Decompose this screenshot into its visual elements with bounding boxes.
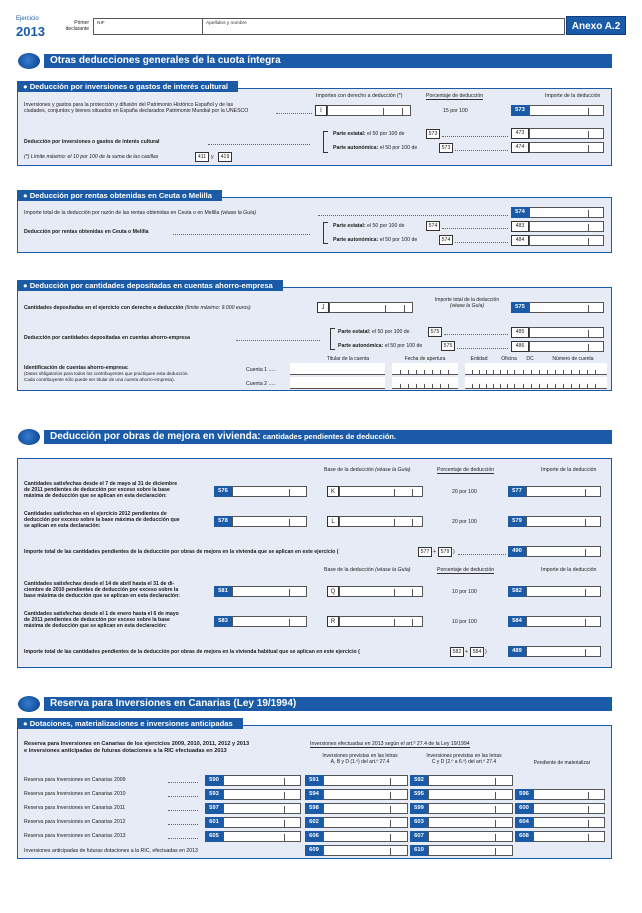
casilla-490: 490 [508, 546, 526, 557]
ric-row-label: Reserva para Inversiones en Canarias 2012 [24, 819, 126, 825]
casilla-608-input[interactable] [533, 831, 605, 842]
casilla-484: 484 [511, 235, 529, 246]
leader-dots [458, 554, 506, 555]
col-fecha: Fecha de apertura [404, 356, 446, 362]
casilla-598: 598 [305, 803, 323, 814]
ref-575-b: 575 [441, 341, 455, 351]
obras-row-line-3: máxima de deducción que se aplican en esta declaración: [24, 493, 167, 499]
casilla-579: 579 [508, 516, 526, 527]
nif-label: NIF [97, 21, 105, 26]
panel-title: ● Deducción por inversiones o gastos de interés cultural [17, 81, 238, 92]
cuenta-2-label: Cuenta 2 ..... [246, 381, 276, 387]
section-bullet-icon [18, 53, 40, 69]
casilla-609-input[interactable] [323, 845, 408, 856]
panel-title: ● Deducción por rentas obtenidas en Ceuta o Melilla [17, 190, 222, 201]
base-input[interactable] [339, 586, 423, 597]
section-title: Otras deducciones generales de la cuota íntegra [44, 54, 612, 68]
ric-row-label: Reserva para Inversiones en Canarias 2013 [24, 833, 126, 839]
letter-box-k: K [327, 486, 339, 497]
apellidos-field[interactable] [202, 18, 565, 35]
cuenta-2-titular[interactable] [290, 377, 385, 389]
casilla-595: 595 [410, 789, 428, 800]
cuenta-2-fecha[interactable] [392, 377, 458, 389]
ric-col-ab: Inversiones previstas en las letras A, B y D (1.º) del art.º 27.4 [322, 753, 398, 765]
casilla-599-input[interactable] [428, 803, 513, 814]
casilla-576-input[interactable] [232, 486, 307, 497]
casilla-595-input[interactable] [428, 789, 513, 800]
ref-574-b: 574 [439, 235, 453, 245]
section-title: Reserva para Inversiones en Canarias (Ley 19/1994) [44, 697, 612, 711]
ejercicio-year: 2013 [16, 24, 45, 39]
ref-577: 577 [418, 547, 432, 557]
ric-group-header: Inversiones efectuadas en 2013 según el art.º 27.4 de la Ley 19/1994 [310, 741, 470, 747]
letter-box-q: Q [327, 586, 339, 597]
casilla-609: 609 [305, 845, 323, 856]
casilla-601-input[interactable] [223, 817, 301, 828]
casilla-597-input[interactable] [223, 803, 301, 814]
ric-col-pend: Pendiente de materializar [533, 760, 591, 766]
ceuta-estatal-line: Parte estatal: el 50 por 100 de [333, 223, 405, 229]
casilla-591: 591 [305, 775, 323, 786]
ric-col-cd: Inversiones previstas en las letras C y D (2.º a 6.º) del art.º 27.4 [426, 753, 502, 765]
casilla-582: 582 [508, 586, 526, 597]
ref-574: 574 [426, 221, 440, 231]
panel-ric [17, 719, 612, 859]
ahorro-autonomica-line: Parte autonómica: el 50 por 100 de [338, 343, 423, 349]
leader-dots [276, 113, 312, 114]
importes-input[interactable] [327, 105, 411, 116]
col-oficina: Oficina [501, 356, 517, 362]
casilla-600-input[interactable] [533, 803, 605, 814]
obras-row-line-1: Cantidades satisfechas desde el 14 de abril hasta el 31 de di- [24, 581, 175, 587]
leader-dots [168, 824, 198, 825]
casilla-490-input[interactable] [526, 546, 601, 557]
obras-rate: 20 por 100 [452, 519, 477, 525]
col-importe-2: Importe de la deducción [541, 567, 597, 573]
casilla-602-input[interactable] [323, 817, 408, 828]
col-porcentaje-header: Porcentaje de deducción [426, 93, 484, 99]
ceuta-autonomica-line: Parte autonómica: el 50 por 100 de [333, 237, 418, 243]
panel-title: ● Deducción por cantidades depositadas en cuentas ahorro-empresa [17, 280, 283, 291]
casilla-473: 473 [511, 128, 529, 139]
obras-row-line-1: Cantidades satisfechas desde el 1 de enero hasta el 6 de mayo [24, 611, 179, 617]
obras-row-line-2: deducción por exceso sobre la base máxima de deducción que [24, 517, 180, 523]
col-importe-1: Importe de la deducción [541, 467, 597, 473]
casilla-599: 599 [410, 803, 428, 814]
letter-box-r: R [327, 616, 339, 627]
leader-dots [318, 215, 508, 216]
rate-15: 15 por 100 [443, 108, 468, 114]
ahorro-line1: Cantidades depositadas en el ejercicio con derecho a deducción (límite máximo: 9.000 euros) [24, 305, 251, 311]
casilla-574-input[interactable] [529, 207, 604, 218]
leader-dots [168, 796, 198, 797]
ref-411: 411 [195, 152, 209, 162]
leader-dots [455, 242, 508, 243]
ref-575: 575 [428, 327, 442, 337]
casilla-483: 483 [511, 221, 529, 232]
obras-row-line-1: Cantidades satisfechas en el ejercicio 2012 pendientes de [24, 511, 167, 517]
section-bullet-icon [18, 429, 40, 445]
casilla-582-input[interactable] [526, 586, 601, 597]
section-obras-mejora [18, 429, 612, 445]
leader-dots [442, 136, 508, 137]
casilla-594: 594 [305, 789, 323, 800]
casilla-608: 608 [515, 831, 533, 842]
casilla-591-input[interactable] [323, 775, 408, 786]
casilla-590: 590 [205, 775, 223, 786]
col-importe-header: Importe de la deducción [545, 93, 601, 99]
col-porcentaje-1: Porcentaje de deducción [437, 467, 495, 473]
casilla-575: 575 [511, 302, 529, 313]
autonomica-line: Parte autonómica: el 50 por 100 de [333, 145, 418, 151]
close-2: ) [485, 649, 487, 655]
cultural-desc-2: ciudades, conjuntos y bienes situados en España declarados Patrimonio Mundial por la UNESCO [24, 108, 249, 114]
obras-rate: 20 por 100 [452, 489, 477, 495]
cuenta-1-ccc[interactable] [465, 363, 607, 375]
casilla-605: 605 [205, 831, 223, 842]
leader-dots [173, 234, 310, 235]
cuenta-1-label: Cuenta 1 ..... [246, 367, 276, 373]
leader-dots [457, 348, 508, 349]
casilla-581: 581 [214, 586, 232, 597]
casilla-590-input[interactable] [223, 775, 301, 786]
ric-intro-1: Reserva para Inversiones en Canarias de los ejercicios 2009, 2010, 2011, 2012 y 2013 [24, 741, 250, 747]
casilla-584: 584 [508, 616, 526, 627]
base-input[interactable] [339, 486, 423, 497]
col-entidad: Entidad [470, 356, 488, 362]
leader-dots [168, 782, 198, 783]
anexo-tab: Anexo A.2 [566, 16, 626, 35]
casilla-607: 607 [410, 831, 428, 842]
obras-row-line-2: de 2011 pendientes de deducción por exceso sobre la base [24, 617, 170, 623]
casilla-603: 603 [410, 817, 428, 828]
casilla-606-input[interactable] [323, 831, 408, 842]
letter-box-l: L [327, 516, 339, 527]
casilla-575-input[interactable] [529, 302, 604, 313]
col-titular: Titular de la cuenta [326, 356, 370, 362]
panel-ahorro-empresa [17, 281, 612, 391]
casilla-489-input[interactable] [526, 646, 601, 657]
id-text-2: Cada contribuyente sólo puede ser titular de una cuenta ahorro-empresa). [24, 377, 175, 382]
letter-box-j: J [317, 302, 329, 313]
casilla-610: 610 [410, 845, 428, 856]
panel-title: ● Dotaciones, materializaciones e inversiones anticipadas [17, 718, 243, 729]
casilla-592: 592 [410, 775, 428, 786]
leader-dots [442, 228, 508, 229]
cuenta-2-ccc[interactable] [465, 377, 607, 389]
leader-dots [444, 334, 508, 335]
casilla-597: 597 [205, 803, 223, 814]
casilla-577-input[interactable] [526, 486, 601, 497]
primer-declarante-label: Primer declarante [65, 20, 89, 32]
brace [330, 328, 335, 350]
base-input[interactable] [339, 616, 423, 627]
ahorro-input[interactable] [329, 302, 413, 313]
section-bullet-icon [18, 696, 40, 712]
casilla-610-input[interactable] [428, 845, 513, 856]
casilla-577: 577 [508, 486, 526, 497]
obras-total1-label: Importe total de las cantidades pendientes de la deducción por obras de mejora en la vivienda que se aplican en este ejercicio ( [24, 549, 339, 555]
casilla-485: 485 [511, 327, 529, 338]
ejercicio-label: Ejercicio [16, 16, 39, 22]
casilla-473-input[interactable] [529, 128, 604, 139]
note-y: y [211, 154, 214, 160]
col-base-1: Base de la deducción (véase la Guía) [324, 467, 411, 473]
col-importes-header: Importes con derecho a deducción (*) [316, 93, 403, 99]
ref-582: 582 [450, 647, 464, 657]
obras-row-line-1: Cantidades satisfechas desde el 7 de mayo al 31 de diciembre [24, 481, 178, 487]
obras-row-line-2: de 2011 pendientes de deducción por exceso sobre la base [24, 487, 170, 493]
leader-dots [455, 150, 508, 151]
obras-rate: 10 por 100 [452, 619, 477, 625]
ref-579: 579 [438, 547, 452, 557]
casilla-486-input[interactable] [529, 341, 604, 352]
casilla-598-input[interactable] [323, 803, 408, 814]
base-input[interactable] [339, 516, 423, 527]
cultural-note: (*) Límite máximo: el 10 por 100 de la suma de las casillas [24, 154, 159, 160]
casilla-489: 489 [508, 646, 526, 657]
ceuta-line1: Importe total de la deducción por razón de las rentas obtenidas en Ceuta o en Melilla (véase la Guía) [24, 210, 257, 216]
casilla-605-input[interactable] [223, 831, 301, 842]
col-numero: Número de cuenta [552, 356, 594, 362]
casilla-604-input[interactable] [533, 817, 605, 828]
section-otras-deducciones [18, 53, 612, 69]
casilla-596: 596 [515, 789, 533, 800]
ref-573: 573 [426, 129, 440, 139]
casilla-576: 576 [214, 486, 232, 497]
ceuta-total-label: Deducción por rentas obtenidas en Ceuta o Melilla [24, 229, 149, 235]
casilla-486: 486 [511, 341, 529, 352]
leader-dots [168, 810, 198, 811]
casilla-584-input[interactable] [526, 616, 601, 627]
casilla-474: 474 [511, 142, 529, 153]
ahorro-total-header: Importe total de la deducción (véase la Guía) [434, 297, 500, 309]
casilla-603-input[interactable] [428, 817, 513, 828]
obras-row-line-2: ciembre de 2010 pendientes de deducción por exceso sobre la [24, 587, 179, 593]
estatal-line: Parte estatal: el 50 por 100 de [333, 131, 405, 137]
casilla-606: 606 [305, 831, 323, 842]
casilla-592-input[interactable] [428, 775, 513, 786]
plus-1: + [433, 549, 437, 555]
leader-dots [208, 144, 310, 145]
casilla-483-input[interactable] [529, 221, 604, 232]
casilla-484-input[interactable] [529, 235, 604, 246]
obras-rate: 10 por 100 [452, 589, 477, 595]
close-1: ) [453, 549, 455, 555]
casilla-601: 601 [205, 817, 223, 828]
casilla-573: 573 [511, 105, 529, 116]
ric-row-label: Reserva para Inversiones en Canarias 2011 [24, 805, 126, 811]
obras-row-line-3: máxima de deducción que se aplican en esta declaración: [24, 623, 167, 629]
casilla-593-input[interactable] [223, 789, 301, 800]
ref-573-b: 573 [439, 143, 453, 153]
brace [323, 131, 328, 153]
casilla-596-input[interactable] [533, 789, 605, 800]
nif-field[interactable] [93, 18, 203, 35]
panel-obras-mejora [17, 458, 612, 668]
letter-box-i: I [315, 105, 327, 116]
panel-interes-cultural [17, 82, 612, 166]
ahorro-total-label: Deducción por cantidades depositadas en cuentas ahorro-empresa [24, 335, 191, 341]
casilla-578: 578 [214, 516, 232, 527]
casilla-581-input[interactable] [232, 586, 307, 597]
casilla-583-input[interactable] [232, 616, 307, 627]
casilla-578-input[interactable] [232, 516, 307, 527]
ahorro-estatal-line: Parte estatal: el 50 por 100 de [338, 329, 410, 335]
cuenta-1-fecha[interactable] [392, 363, 458, 375]
ric-row-label: Reserva para Inversiones en Canarias 2009 [24, 777, 126, 783]
obras-total2-label: Importe total de las cantidades pendientes de la deducción por obras de mejora en la vivienda habitual que se aplican en este ejercicio ( [24, 649, 360, 655]
ric-row-label: Reserva para Inversiones en Canarias 2010 [24, 791, 126, 797]
ric-intro-2: e inversiones anticipadas de futuras dotaciones a la RIC efectuadas en 2013 [24, 748, 227, 754]
obras-row-line-3: base máxima de deducción que se aplican en esta declaración: [24, 593, 180, 599]
casilla-579-input[interactable] [526, 516, 601, 527]
casilla-485-input[interactable] [529, 327, 604, 338]
casilla-574: 574 [511, 207, 529, 218]
cultural-desc-1: Inversiones y gastos para la protección y difusión del Patrimonio Histórico Español y de las [24, 102, 234, 108]
id-title: Identificación de cuentas ahorro-empresa: [24, 365, 129, 371]
leader-dots [168, 838, 198, 839]
casilla-573-input[interactable] [529, 105, 604, 116]
casilla-604: 604 [515, 817, 533, 828]
casilla-594-input[interactable] [323, 789, 408, 800]
casilla-593: 593 [205, 789, 223, 800]
casilla-600: 600 [515, 803, 533, 814]
casilla-607-input[interactable] [428, 831, 513, 842]
leader-dots [236, 340, 320, 341]
panel-ceuta-melilla [17, 191, 612, 253]
obras-row-line-3: se aplican en esta declaración: [24, 523, 101, 529]
cuenta-1-titular[interactable] [290, 363, 385, 375]
section-ric [18, 696, 612, 712]
casilla-602: 602 [305, 817, 323, 828]
plus-2: + [465, 649, 469, 655]
casilla-474-input[interactable] [529, 142, 604, 153]
casilla-583: 583 [214, 616, 232, 627]
apellidos-label: Apellidos y nombre [206, 21, 247, 26]
ref-419: 419 [218, 152, 232, 162]
cultural-total-label: Deducción por inversiones o gastos de interés cultural [24, 139, 160, 145]
form-header [16, 16, 626, 38]
ref-584: 584 [470, 647, 484, 657]
col-porcentaje-2: Porcentaje de deducción [437, 567, 495, 573]
id-text-1: (Datos obligatorios para todos los contribuyentes que practiquen esta deducción. [24, 371, 189, 376]
col-base-2: Base de la deducción (véase la Guía) [324, 567, 411, 573]
brace [323, 222, 328, 244]
col-dc: DC [526, 356, 534, 362]
section-title: Deducción por obras de mejora en vivienda: cantidades pendientes de deducción. [44, 430, 612, 444]
ric-last-label: Inversiones anticipadas de futuras dotaciones a la RIC, efectuadas en 2013 [24, 848, 198, 854]
